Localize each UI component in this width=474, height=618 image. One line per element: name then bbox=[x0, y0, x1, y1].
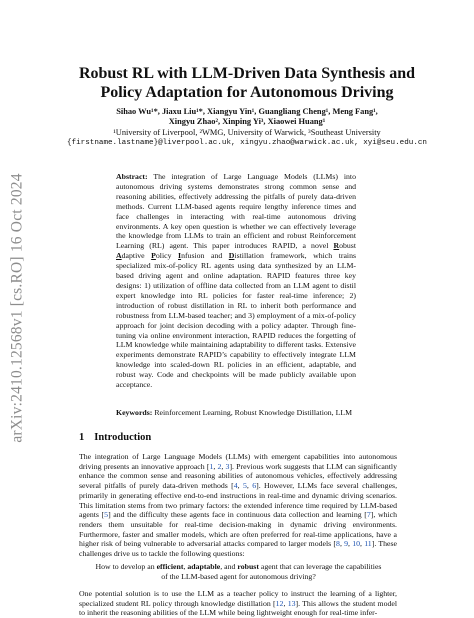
author-block bbox=[60, 107, 434, 149]
acronym-d: D bbox=[228, 251, 235, 261]
acronym-a: A bbox=[116, 251, 122, 261]
abstract-text-1: The integration of Large Language Models (LLMs) into autonomous driving systems demonstrates strong common sense and reasoning abilities, effectively addressing the pitfalls of purely data-driven methods. Current LLM-based agents require lengthy inference times and face challenges in interacting with real-time autonomous driving environments. A key open question is whether we can effectively leverage the knowledge from LLMs to train an efficient and robust Reinforcement Learning (RL) agent. This paper introduces RAPID, a novel bbox=[116, 172, 356, 251]
section-number: 1 bbox=[79, 432, 85, 443]
intro-text: The integration of Large Language Models (LLMs) with emergent capabilities into autonomous driving presents an innovative approach [ bbox=[79, 452, 397, 471]
paper-title bbox=[60, 64, 434, 102]
section-title: Introduction bbox=[94, 432, 152, 443]
citation-link[interactable]: 8 bbox=[336, 539, 340, 549]
section-heading bbox=[79, 432, 151, 443]
intro-text: ]. Previous work suggests that LLM can significantly enhance the common sense and reasoning abilities of autonomous vehicles, effectively addressing several pitfalls of purely data-driven methods [ bbox=[79, 461, 397, 491]
citation-link[interactable]: 1 bbox=[209, 461, 214, 471]
intro-text: ]. These challenges drive us to tackle the following questions: bbox=[79, 539, 397, 559]
intro-text: ], which renders them unsuitable for real-time decision-making in dynamic driving environments. Furthermore, faster and smaller models, which are often preferred for real-time applications, have a higher risk of being vulnerable to adversarial attacks compared to larger models [ bbox=[79, 510, 397, 549]
solution-text: ]. This allows the student model to inherit the reasoning abilities of the LLM while being lightweight enough for real-time infer- bbox=[79, 598, 398, 618]
citation-separator: , bbox=[237, 481, 243, 491]
acronym-a-rest: daptive bbox=[121, 251, 152, 261]
intro-text: ] and the difficulty these agents face in continuous data collection and learning [ bbox=[108, 510, 367, 520]
citation-link[interactable]: 10 bbox=[352, 539, 361, 549]
citation-link[interactable]: 12 bbox=[275, 598, 284, 608]
acronym-i: I bbox=[178, 251, 182, 261]
citation-link[interactable]: 9 bbox=[344, 539, 349, 549]
citation-link[interactable]: 6 bbox=[252, 481, 257, 491]
citation-link[interactable]: 5 bbox=[104, 510, 109, 520]
abstract-text-2: , which trains specialized mix-of-policy RL agents using data synthesized by an LLM-based driving agent and online adaptation. RAPID features three key designs: 1) utilization of offline data collected from an LLM agent to distil expert knowledge into RL policies for faster real-time inference; 2) introduction of robust distillation in RL to inherit both performance and robustness from LLM-based teacher; and 3) employment of a mix-of-policy approach for joint decision decoding with a policy adapter. Through fine-tuning via online environment interaction, RAPID reduces the forgetting of LLM knowledge while maintaining adaptability to different tasks. Extensive experiments demonstrate RAPID’s capability to effectively integrate LLM knowledge into scaled-down RL policies in an efficient, adaptable, and robust way. Code and checkpoints will be made publicly available upon acceptance. bbox=[116, 251, 357, 390]
citation-link[interactable]: 13 bbox=[287, 598, 296, 608]
solution-text: One potential solution is to use the LLM as a teacher policy to instruct the learning of a lighter, specialized student RL policy through knowledge distillation [ bbox=[79, 589, 397, 608]
question-keyword: efficient bbox=[156, 562, 184, 571]
citation-separator: , bbox=[283, 598, 288, 608]
arxiv-stamp bbox=[6, 158, 30, 458]
question-text: , and bbox=[220, 562, 238, 571]
citation-separator: , bbox=[360, 539, 365, 549]
acronym-p-rest: olicy bbox=[155, 251, 179, 261]
citation-link[interactable]: 7 bbox=[366, 510, 371, 520]
keywords-label: Keywords: bbox=[116, 408, 153, 417]
acronym-r-rest: obust bbox=[339, 241, 356, 251]
abstract bbox=[116, 172, 356, 390]
question-keyword: adaptable bbox=[187, 562, 221, 571]
intro-paragraph bbox=[79, 452, 397, 559]
citation-separator: , bbox=[339, 539, 345, 549]
citation-separator: , bbox=[221, 461, 226, 471]
author-names-line-1: Sihao Wu¹*, Jiaxu Liu¹*, Xiangyu Yin¹, Guangliang Cheng¹, Meng Fang¹, bbox=[116, 107, 378, 116]
citation-separator: , bbox=[246, 481, 253, 491]
research-question bbox=[95, 562, 382, 581]
citation-link[interactable]: 4 bbox=[233, 481, 238, 491]
intro-text: ]. However, LLMs face several challenges, primarily in generating effective end-to-end instructions in real-time and dynamic driving scenarios. This limitation stems from two primary factors: the extended inference time required by LLM-based agents [ bbox=[79, 481, 398, 520]
keywords bbox=[116, 408, 376, 418]
acronym-d-rest: istillation framework bbox=[234, 251, 305, 261]
solution-paragraph bbox=[79, 589, 397, 618]
citation-separator: , bbox=[213, 461, 218, 471]
question-text: How to develop an bbox=[95, 562, 157, 571]
keywords-text: Reinforcement Learning, Robust Knowledge Distillation, LLM bbox=[152, 408, 353, 417]
citation-link[interactable]: 2 bbox=[217, 461, 222, 471]
title-line-1: Robust RL with LLM-Driven Data Synthesis and bbox=[78, 65, 416, 82]
affiliations: ¹University of Liverpool, ²WMG, University of Warwick, ³Southeast University bbox=[113, 127, 381, 137]
author-names-line-2: Xingyu Zhao², Xinping Yi³, Xiaowei Huang¹ bbox=[168, 117, 326, 127]
abstract-label: Abstract: bbox=[116, 172, 148, 181]
citation-link[interactable]: 5 bbox=[242, 481, 247, 491]
question-keyword: robust bbox=[237, 562, 259, 571]
citation-link[interactable]: 3 bbox=[225, 461, 230, 471]
citation-separator: , bbox=[348, 539, 353, 549]
acronym-p: P bbox=[151, 251, 156, 261]
citation-link[interactable]: 11 bbox=[364, 539, 372, 549]
acronym-r: R bbox=[333, 241, 340, 251]
arxiv-stamp-text: arXiv:2410.12568v1 [cs.RO] 16 Oct 2024 bbox=[9, 173, 27, 443]
acronym-i-rest: nfusion and bbox=[181, 251, 229, 261]
author-emails: {firstname.lastname}@liverpool.ac.uk, xingyu.zhao@warwick.ac.uk, xyi@seu.edu.cn bbox=[66, 139, 427, 148]
question-text: agent that can leverage the capabilities of the LLM-based agent for autonomous driving? bbox=[161, 562, 382, 581]
question-text: , bbox=[183, 562, 188, 571]
title-line-2: Policy Adaptation for Autonomous Driving bbox=[100, 84, 394, 101]
